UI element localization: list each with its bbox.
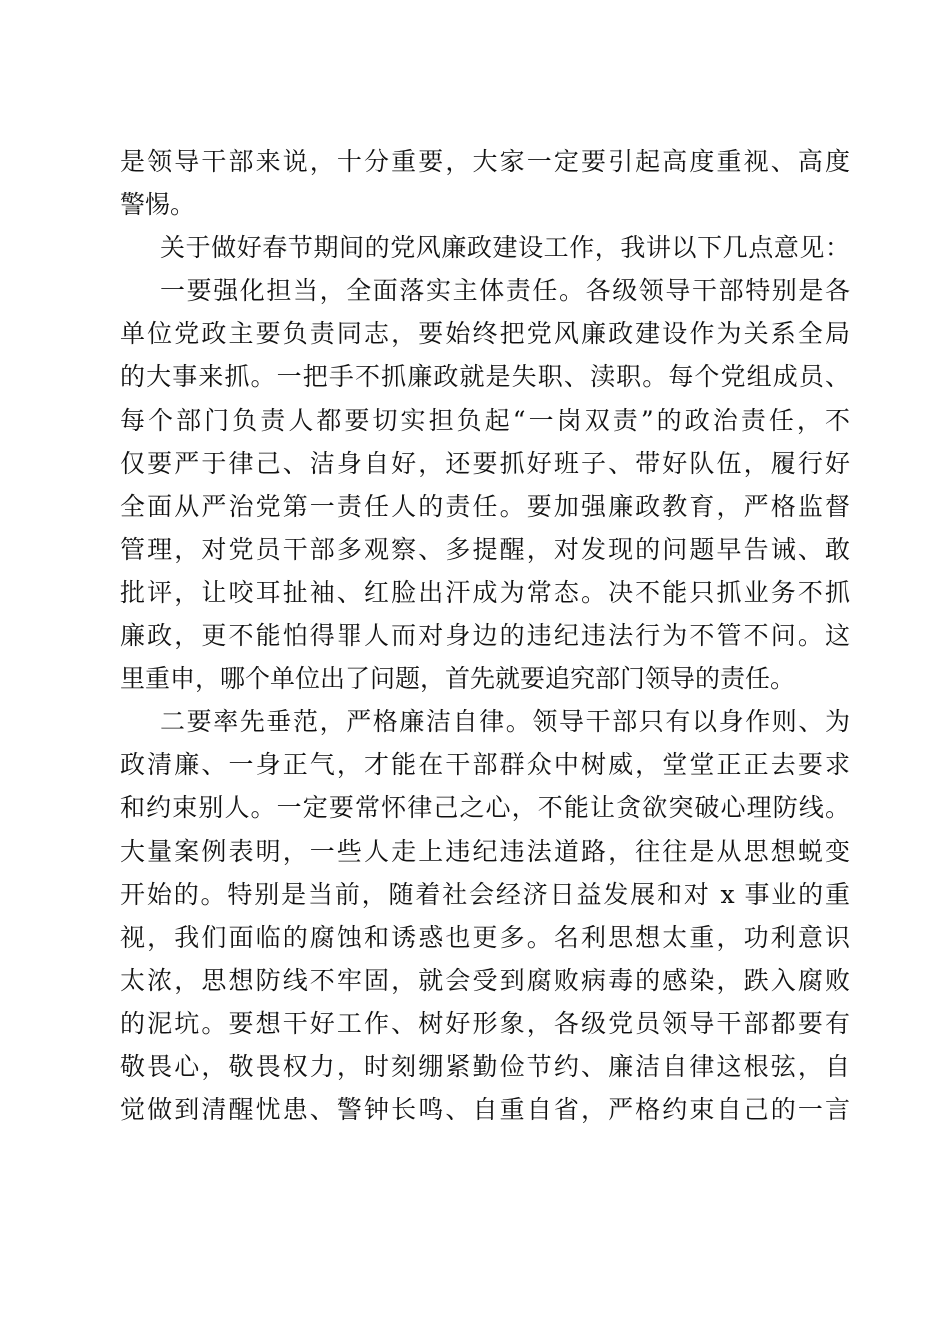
text-line: 和约束别人。一定要常怀律己之心，不能让贪欲突破心理防线。 (120, 793, 850, 823)
text-line: 廉政，更不能怕得罪人而对身边的违纪违法行为不管不问。这 (120, 621, 850, 651)
text-line: 的泥坑。要想干好工作、树好形象，各级党员领导干部都要有 (120, 1008, 850, 1038)
text-line: 开始的。特别是当前，随着社会经济日益发展和对 x 事业的重 (120, 879, 850, 909)
text-line: 里重申，哪个单位出了问题，首先就要追究部门领导的责任。 (120, 664, 796, 694)
text-line: 敬畏心，敬畏权力，时刻绷紧勤俭节约、廉洁自律这根弦，自 (120, 1051, 850, 1081)
text-line: 大量案例表明，一些人走上违纪违法道路，往往是从思想蜕变 (120, 836, 850, 866)
paragraph-first-line: 关于做好春节期间的党风廉政建设工作，我讲以下几点意见： (160, 233, 850, 263)
document-body (120, 140, 850, 1131)
text-line: 单位党政主要负责同志，要始终把党风廉政建设作为关系全局 (120, 319, 850, 349)
text-line: 觉做到清醒忧患、警钟长鸣、自重自省，严格约束自己的一言 (120, 1095, 850, 1125)
text-line: 警惕。 (120, 190, 196, 220)
text-line: 是领导干部来说，十分重要，大家一定要引起高度重视、高度 (120, 147, 850, 176)
text-line: 仅要严于律己、洁身自好，还要抓好班子、带好队伍，履行好 (120, 448, 850, 478)
text-line: 太浓，思想防线不牢固，就会受到腐败病毒的感染，跌入腐败 (120, 965, 850, 995)
text-line: 批评，让咬耳扯袖、红脸出汗成为常态。决不能只抓业务不抓 (120, 577, 850, 607)
text-line: 视，我们面临的腐蚀和诱惑也更多。名利思想太重，功利意识 (120, 922, 850, 952)
text-line: 的大事来抓。一把手不抓廉政就是失职、渎职。每个党组成员、 (120, 362, 850, 392)
text-line: 政清廉、一身正气，才能在干部群众中树威，堂堂正正去要求 (120, 750, 850, 780)
text-line: 管理，对党员干部多观察、多提醒，对发现的问题早告诫、敢 (120, 534, 850, 564)
paragraph-first-line: 二要率先垂范，严格廉洁自律。领导干部只有以身作则、为 (160, 707, 850, 737)
paragraph-first-line: 一要强化担当，全面落实主体责任。各级领导干部特别是各 (160, 276, 850, 306)
text-line: 每个部门负责人都要切实担负起“一岗双责”的政治责任，不 (120, 405, 850, 435)
text-line: 全面从严治党第一责任人的责任。要加强廉政教育，严格监督 (120, 491, 850, 521)
